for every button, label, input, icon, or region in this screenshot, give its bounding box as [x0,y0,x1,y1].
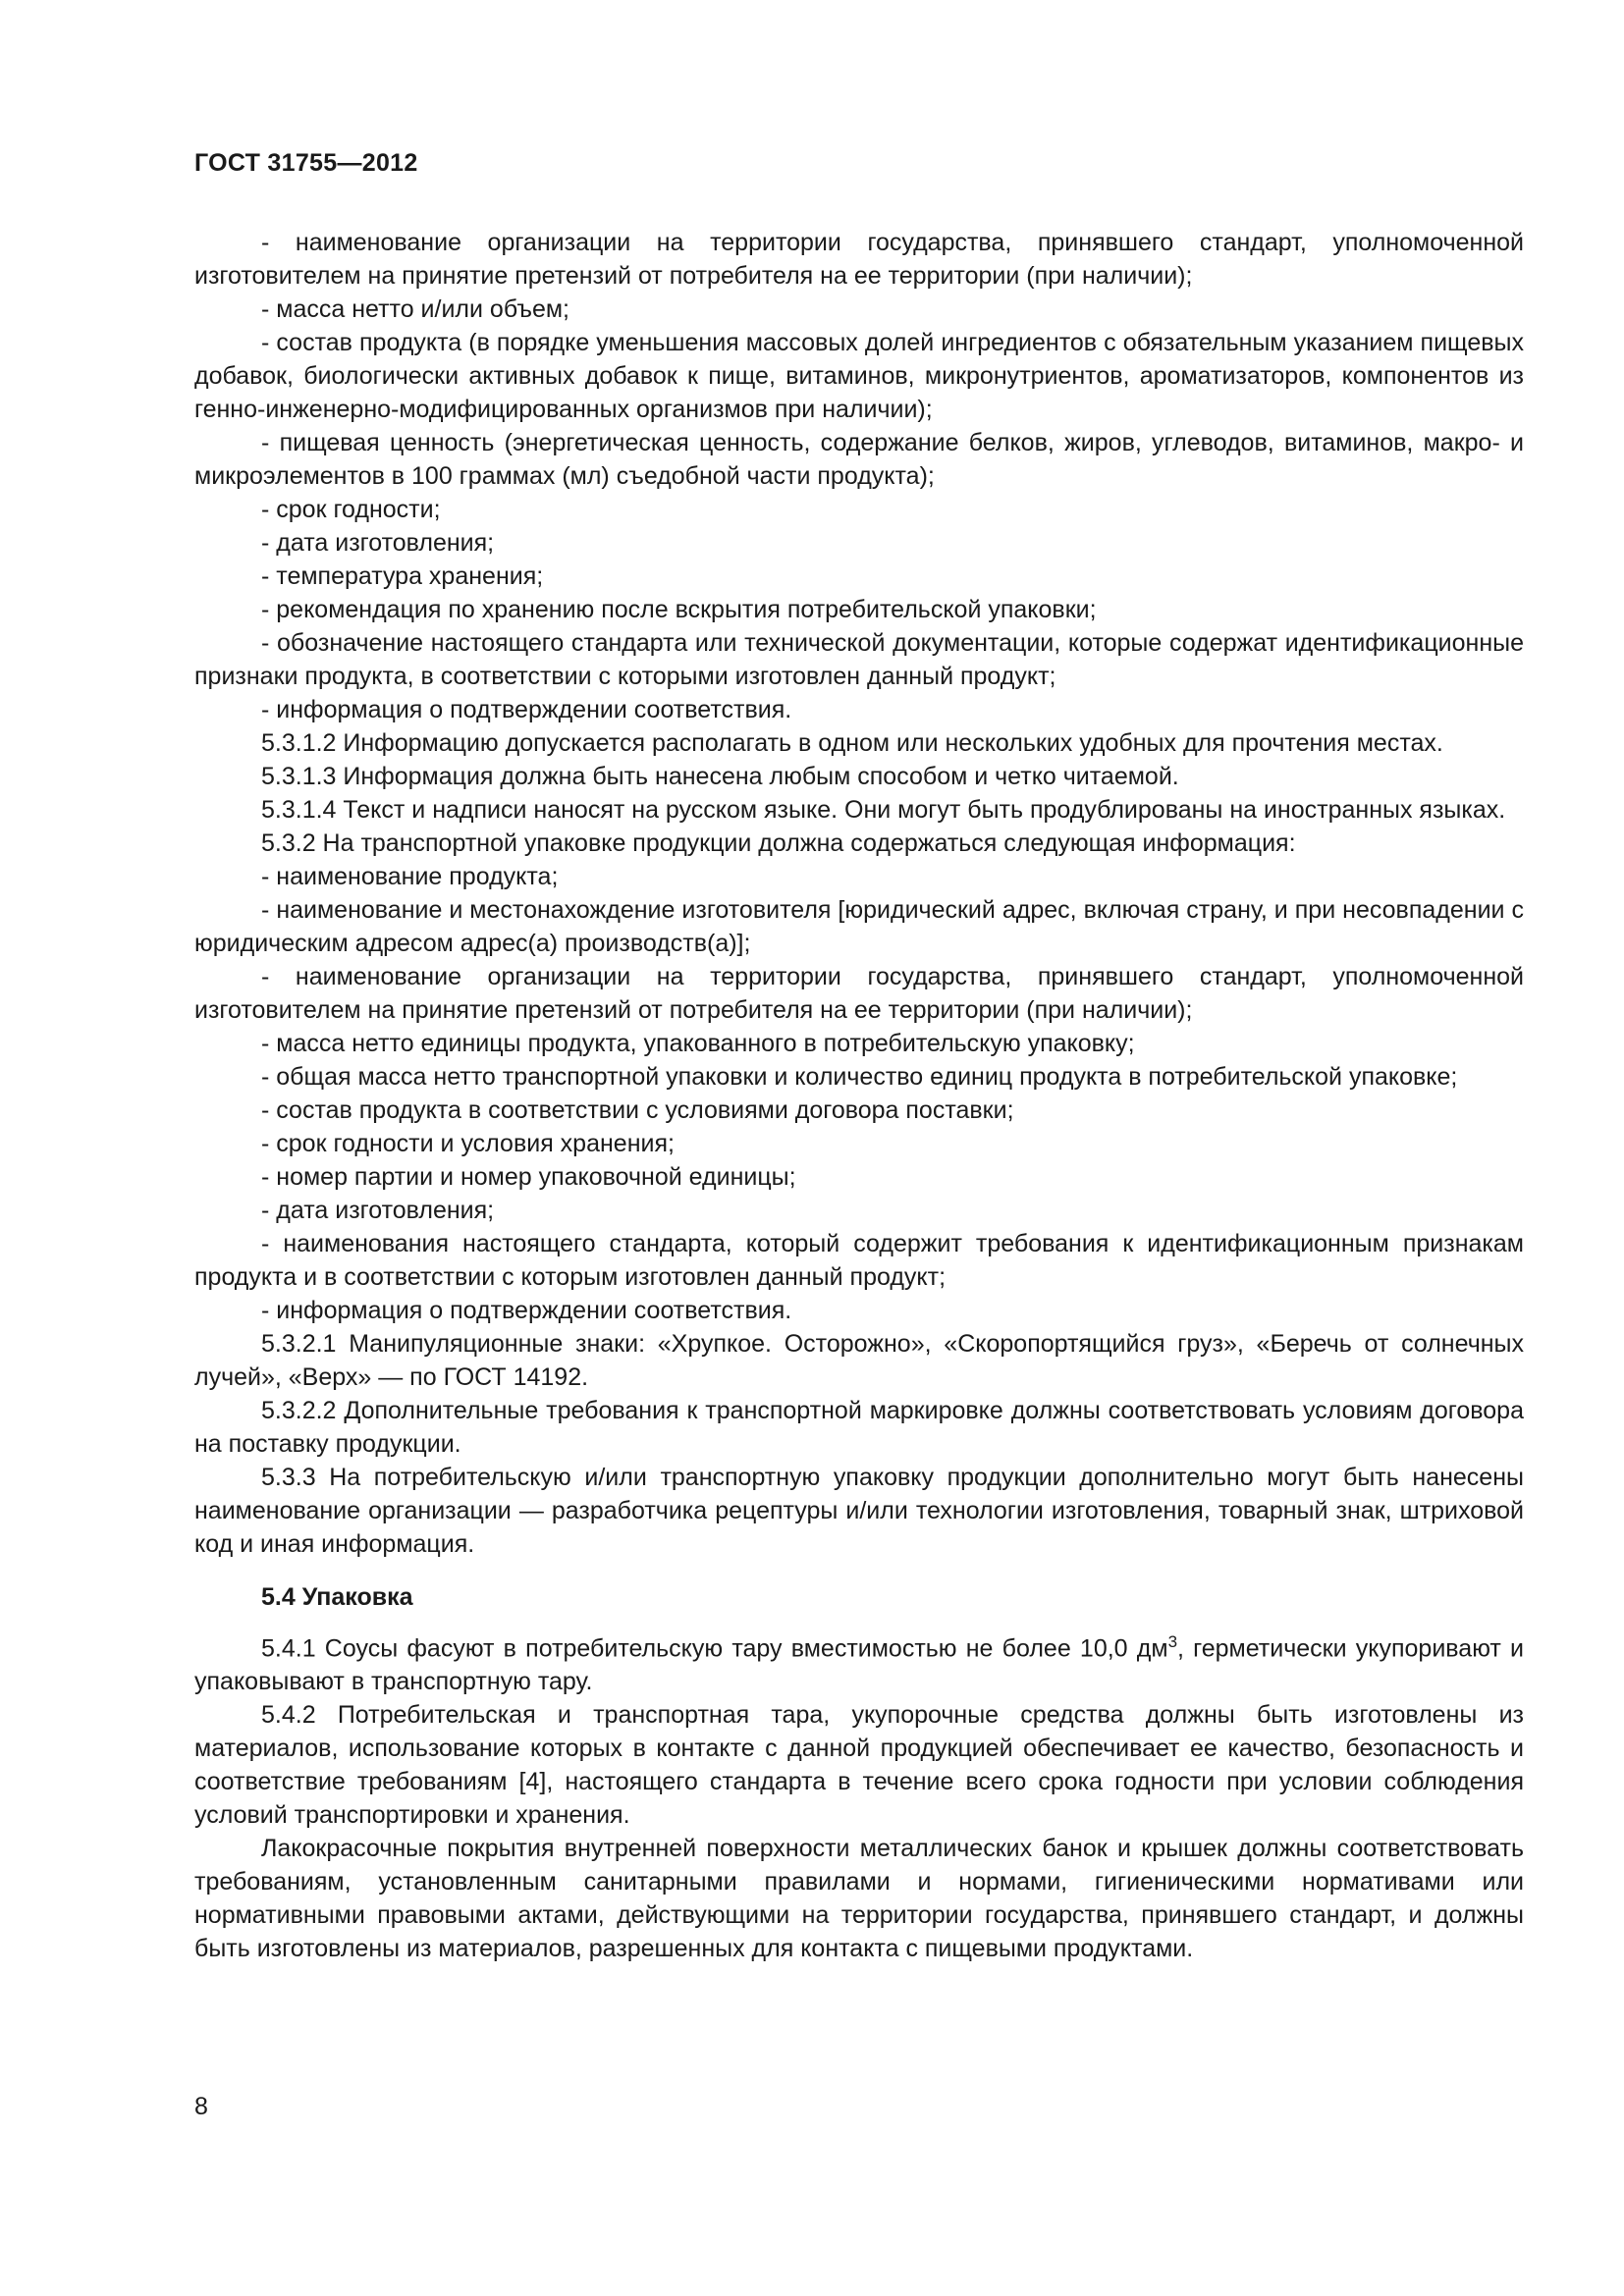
paragraph: - информация о подтверждении соответствия. [261,696,792,723]
paragraph: - дата изготовления; [261,529,495,557]
paragraph: - состав продукта в соответствии с условиями договора поставки; [261,1096,1014,1124]
paragraph: - номер партии и номер упаковочной единицы; [261,1163,796,1191]
paragraph [194,1626,1524,1698]
paragraph: 5.4.2 Потребительская и транспортная тара, укупорочные средства должны быть изготовлены из материалов, использование которых в контакте с данной продукцией обеспечивает ее качество, безопасность и соответствие требованиям [4], настоящего стандарта в течение всего срока годности при условии соблюдения условий транспортировки и хранения. [194,1701,1524,1830]
superscript: 3 [1167,1632,1178,1651]
section-heading: 5.4 Упаковка [261,1583,413,1611]
paragraph: - наименование организации на территории государства, принявшего стандарт, уполномоченной изготовителем на принятие претензий от потребителя на ее территории (при наличии); [194,963,1524,1024]
paragraph: - дата изготовления; [261,1197,495,1224]
paragraph: 5.3.1.3 Информация должна быть нанесена любым способом и четко читаемой. [261,763,1179,790]
paragraph: 5.3.2.2 Дополнительные требования к транспортной маркировке должны соответствовать условиям договора на поставку продукции. [194,1397,1524,1458]
paragraph: 5.3.1.4 Текст и надписи наносят на русском языке. Они могут быть продублированы на иностранных языках. [261,796,1506,824]
paragraph: - информация о подтверждении соответствия. [261,1297,792,1324]
paragraph: - наименование продукта; [261,863,559,890]
paragraph: - масса нетто и/или объем; [261,295,569,323]
paragraph-list [194,226,1524,1561]
paragraph: - наименования настоящего стандарта, который содержит требования к идентификационным признакам продукта и в соответствии с которым изготовлен данный продукт; [194,1230,1524,1291]
paragraph: - наименование и местонахождение изготовителя [юридический адрес, включая страну, и при несовпадении с юридическим адресом адрес(а) производств(а)]; [194,896,1524,957]
paragraph: - срок годности и условия хранения; [261,1130,675,1157]
paragraph: - температура хранения; [261,562,544,590]
paragraph: - состав продукта (в порядке уменьшения массовых долей ингредиентов с обязательным указанием пищевых добавок, биологически активных добавок к пище, витаминов, микронутриентов, ароматизаторов, компонентов из генно-инженерно-модифицированных организмов при наличии); [194,329,1524,423]
document-header: ГОСТ 31755—2012 [194,149,418,177]
paragraph: - рекомендация по хранению после вскрытия потребительской упаковки; [261,596,1097,623]
paragraph: - пищевая ценность (энергетическая ценность, содержание белков, жиров, углеводов, витаминов, макро- и микроэлементов в 100 граммах (мл) съедобной части продукта); [194,429,1524,490]
document-body [194,226,1524,1965]
paragraph: 5.3.1.2 Информацию допускается располагать в одном или нескольких удобных для прочтения местах. [261,729,1443,757]
paragraph: 5.3.2.1 Манипуляционные знаки: «Хрупкое. Осторожно», «Скоропортящийся груз», «Беречь от солнечных лучей», «Верх» — по ГОСТ 14192. [194,1330,1524,1391]
paragraph: 5.3.2 На транспортной упаковке продукции должна содержаться следующая информация: [261,829,1296,857]
page-number: 8 [194,2093,208,2120]
paragraph: 5.3.3 На потребительскую и/или транспортную упаковку продукции дополнительно могут быть нанесены наименование организации — разработчика рецептуры и/или технологии изготовления, товарный знак, штриховой код и иная информация. [194,1464,1524,1558]
paragraph: - общая масса нетто транспортной упаковки и количество единиц продукта в потребительской упаковке; [261,1063,1458,1091]
paragraph: - срок годности; [261,496,441,523]
paragraph: Лакокрасочные покрытия внутренней поверхности металлических банок и крышек должны соответствовать требованиям, установленным санитарными правилами и нормами, гигиеническими нормативами или нормативными правовыми актами, действующими на территории государства, принявшего стандарт, и должны быть изготовлены из материалов, разрешенных для контакта с пищевыми продуктами. [194,1835,1524,1963]
paragraph: - масса нетто единицы продукта, упакованного в потребительскую упаковку; [261,1030,1135,1057]
paragraph: - обозначение настоящего стандарта или технической документации, которые содержат идентификационные признаки продукта, в соответствии с которыми изготовлен данный продукт; [194,629,1524,690]
paragraph-text: , герметически укупоривают и упаковывают в транспортную тару. [194,1634,1525,1696]
paragraph-text: 5.4.1 Соусы фасуют в потребительскую тару вместимостью не более 10,0 дм [261,1634,1168,1663]
paragraph: - наименование организации на территории государства, принявшего стандарт, уполномоченной изготовителем на принятие претензий от потребителя на ее территории (при наличии); [194,229,1524,290]
